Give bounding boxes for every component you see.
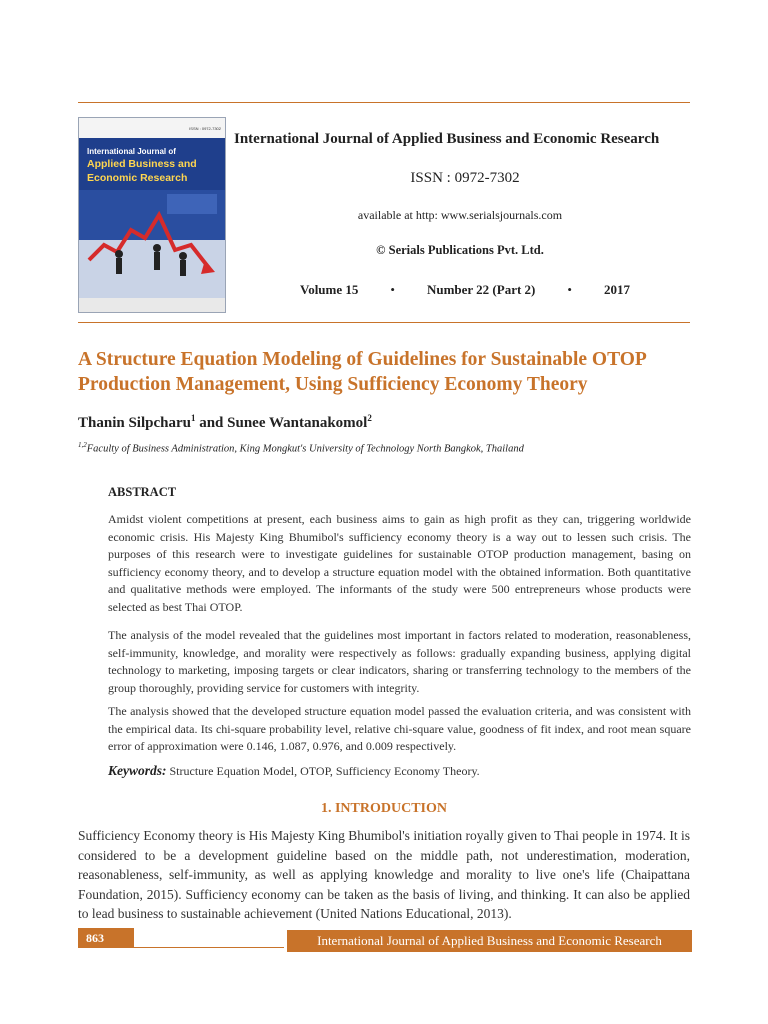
cover-issn: ISSN : 0972-7302 [189, 126, 221, 131]
abstract-paragraph: The analysis of the model revealed that the guidelines most important in factors related to moderation, reasonableness, self-immunity, knowledge, and morality were respectively as follows: gradually expanding business, applying digital technology to marketing, imposing targets or clear indicators, sharing or transferring technology to the members of the group thoroughly, providing service for customers with integrity. [108, 628, 691, 695]
cover-bottom-strip [79, 298, 225, 312]
issue-number: Number 22 (Part 2) [426, 282, 536, 297]
abstract-paragraph: Amidst violent competitions at present, each business aims to gain as high profit as they can, triggering worldwide economic crisis. His Majesty King Bhumibol's sufficiency economy theory is a way out to lessen such crisis. The purposes of this research were to investigate guidelines for sustainable OTOP production management, basing on sufficiency economy theory, and to develop a structure equation model with the obtained information. Both quantitative and qualitative methods were employed. The informants of the study were 500 entrepreneurs whose products were selected as best Thai OTOP. [108, 512, 691, 614]
journal-title: International Journal of Applied Business and Economic Research [234, 131, 660, 147]
author-affil-mark: 1 [190, 413, 196, 423]
abstract-heading: ABSTRACT [108, 485, 177, 499]
keywords [108, 763, 480, 779]
footer-journal-name: International Journal of Applied Business and Economic Research [284, 930, 692, 952]
intro-paragraph: Sufficiency Economy theory is His Majesty King Bhumibol's initiation royally given to Thai people in 1974. It is considered to be a development guideline based on the middle path, not underestimation, moderation, reasonableness, self-immunity, as well as applying knowledge and morality to live one's life (Chaipattana Foundation, 2015). Sufficiency economy can be taken as the basis of living, and thinking. It can also be applied to lead business to sustainable achievement (United Nations Educational, 2013). [78, 828, 690, 921]
section-heading: 1. INTRODUCTION [320, 801, 447, 816]
author-conjunction: and [195, 415, 228, 431]
cover-illustration [79, 190, 225, 298]
journal-issn: ISSN : 0972-7302 [410, 170, 520, 186]
journal-availability: available at http: www.serialsjournals.com [357, 208, 563, 222]
journal-copyright: © Serials Publications Pvt. Ltd. [376, 243, 544, 257]
volume: Volume 15 [300, 282, 359, 297]
year: 2017 [603, 282, 630, 297]
author-list [78, 413, 372, 432]
keywords-text: Structure Equation Model, OTOP, Sufficiency Economy Theory. [166, 764, 480, 778]
cover-title: International Journal of Applied Business and Economic Research [87, 147, 197, 184]
article-title: A Structure Equation Modeling of Guidelines for Sustainable OTOP Production Management, Using Sufficiency Economy Theory [78, 349, 646, 395]
page-number: 863 [78, 928, 134, 948]
footer-rule [134, 947, 284, 948]
separator-dot: • [390, 282, 395, 297]
author-name: Thanin Silpcharu [78, 415, 191, 431]
journal-cover-image [78, 117, 226, 313]
affil-text: Faculty of Business Administration, King Mongkut's University of Technology North Bangkok, Thailand [86, 443, 524, 455]
volume-line [300, 282, 630, 298]
affil-mark: 1,2 [78, 441, 87, 449]
abstract-paragraph: The analysis showed that the developed structure equation model passed the evaluation criteria, and was consistent with the empirical data. Its chi-square probability level, relative chi-square value, goodness of fit index, and root mean square error of approximation were 0.146, 1.087, 0.976, and 0.009 respectively. [108, 704, 691, 753]
author-name: Sunee Wantanakomol [227, 415, 368, 431]
keywords-label: Keywords: [108, 763, 167, 778]
header-top-rule [78, 102, 690, 103]
author-affiliation [78, 441, 524, 455]
header-bottom-rule [78, 322, 690, 323]
separator-dot: • [567, 282, 572, 297]
author-affil-mark: 2 [367, 413, 372, 423]
